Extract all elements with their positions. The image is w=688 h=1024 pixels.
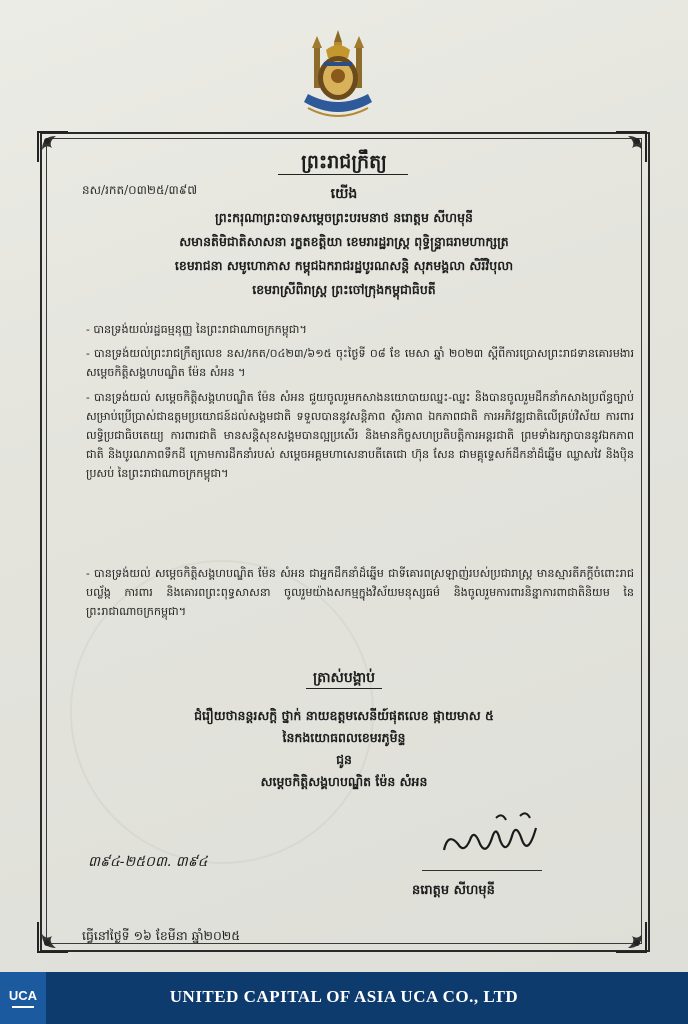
corner-ornament-icon	[612, 918, 650, 956]
consideration-paragraph: - បានទ្រង់យល់រដ្ឋធម្មនុញ្ញ នៃព្រះរាជាណាចក្រកម្ពុជា។	[86, 323, 307, 336]
signature-line	[422, 870, 542, 871]
consideration-paragraph: - បានទ្រង់យល់ព្រះរាជក្រឹត្យលេខ នស/រកត/០៤២៣/៦១៥ ចុះថ្ងៃទី ០៨ ខែ មេសា ឆ្នាំ ២០២៣ ស្តីពីការប្រោសព្រះរាជទានគោរមងារ សម្តេចកិត្តិសង្គហបណ្ឌិត ម៉ែន សំអន ។	[86, 347, 634, 379]
award-line: នៃកងយោធពលខេមរភូមិន្ទ	[282, 730, 406, 745]
order-heading: ត្រាស់បង្គាប់	[313, 670, 375, 686]
title-underline	[278, 174, 408, 175]
order-underline	[306, 688, 382, 689]
issued-date: ធ្វើនៅថ្ងៃទី ១៦ ខែមីនា ឆ្នាំ២០២៥	[82, 928, 241, 943]
royal-title-line: សមានតិមិជាតិសាសនា រក្ខតខត្តិយា ខេមរារដ្ឋរាស្ត្រ ពុទ្ធិន្ទ្រាធរាមហាក្សត្រ	[179, 234, 509, 249]
corner-ornament-icon	[34, 918, 72, 956]
company-footer	[0, 972, 688, 1024]
document-title: ព្រះរាជក្រឹត្យ	[301, 151, 387, 173]
royal-title-line: ខេមរាស្រីពិរាស្ត្រ ព្រះចៅក្រុងកម្ពុជាធិបតី	[252, 282, 436, 297]
logo-text: UCA	[8, 988, 38, 1003]
royal-signature	[436, 810, 546, 870]
company-name: UNITED CAPITAL OF ASIA UCA CO., LTD	[169, 987, 519, 1006]
award-recipient: សម្តេចកិត្តិសង្គហបណ្ឌិត ម៉ែន សំអន	[260, 774, 428, 789]
consideration-paragraph: - បានទ្រង់យល់ សម្តេចកិត្តិសង្គហបណ្ឌិត ម៉ែន សំអន ជួយចូលរួមកសាងនយោបាយឈ្នះ-ឈ្នះ និងបានចូលរួមដឹកនាំកសាងប្រព័ន្ធច្បាប់សម្រាប់ប្រើប្រាស់ជាឧត្តមប្រយោជន៍ដល់សង្គមជាតិ ទទួលបាននូវសន្តិភាព ស្ថិរភាព ឯកភាពជាតិ ការអភិវឌ្ឍជាតិលើគ្រប់វិស័យ ការពារលទ្ធិប្រជាធិបតេយ្យ ការពារជាតិ មានសន្តិសុខសង្គមបានល្អប្រសើរ និងមានកិច្ចសហប្រតិបត្តិការអន្តរជាតិ ព្រមទាំងរក្សាបាននូវឯកភាពជាតិ និងបូរណភាពទឹកដី ក្រោមការដឹកនាំរបស់ សម្តេចអគ្គមហាសេនាបតីតេជោ ហ៊ុន សែន ជាមគ្គុទ្ទេសក៍ដឹកនាំដ៏ឆ្នើម ឈ្លាសវៃ និងប៉ិនប្រសប់ នៃព្រះរាជាណាចក្រកម្ពុជា។	[86, 391, 634, 480]
preamble-word: យើង	[330, 186, 358, 202]
award-line: ជំរឿយថានន្តរសក្តិ ថ្នាក់ នាយឧត្តមសេនីយ៍ផុតលេខ ផ្កាយមាស ៥	[194, 708, 494, 723]
royal-title-line: ព្រះករុណាព្រះបាទសម្ដេចព្រះបរមនាថ នរោត្តម សីហមុនី	[215, 210, 473, 225]
signer-name: នរោត្តម សីហមុនី	[412, 883, 495, 898]
reference-number: នស/រកត/០៣២៥/៣៩៧	[82, 183, 198, 197]
handwritten-date: ៣៩៤-២៥០៣. ៣៩៤	[88, 854, 208, 870]
royal-title-line: ខេមរាជនា សមូហោភាស កម្ពុជឯករាជរដ្ឋបូរណសន្តិ សុភមង្គលា សិរីវិបុលា	[174, 258, 514, 273]
royal-emblem-icon	[296, 28, 380, 122]
award-line: ជូន	[336, 752, 352, 767]
consideration-paragraph: - បានទ្រង់យល់ សម្តេចកិត្តិសង្គហបណ្ឌិត ម៉ែន សំអន ជាអ្នកដឹកនាំដ៏ឆ្នើម ជាទីគោរពស្រឡាញ់របស់ប្រជារាស្ត្រ មានស្មារតីភក្តីចំពោះរាជបល្ល័ង្ក ការពារ និងគោរពព្រះពុទ្ធសាសនា ចូលរួមយ៉ាងសកម្មក្នុងវិស័យមនុស្សធម៌ និងចូលរួមការពារនិន្នាការពាជាតិនិយម នៃព្រះរាជាណាចក្រកម្ពុជា។	[86, 567, 634, 618]
